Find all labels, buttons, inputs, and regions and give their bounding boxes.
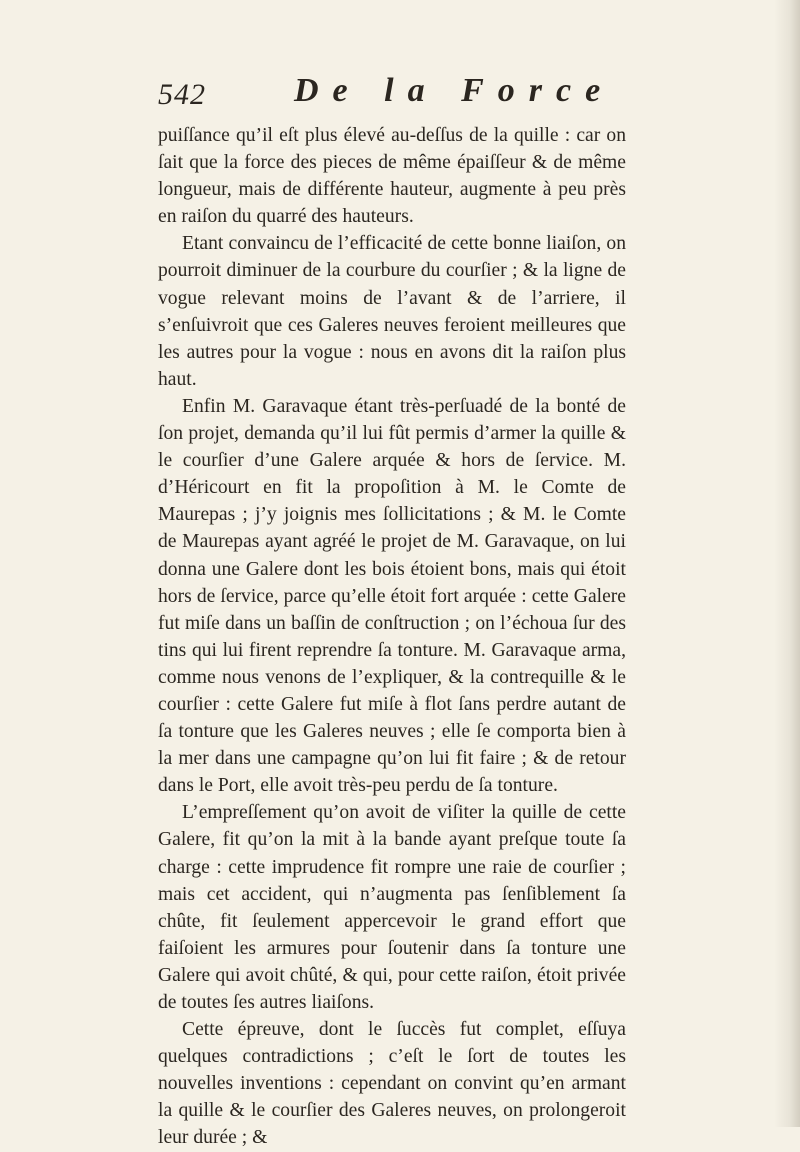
body-text [158, 122, 626, 1152]
paragraph: Enfin M. Garavaque étant très-perſuadé de la bonté de ſon projet, demanda qu’il lui fût permis d’armer la quille & le courſier d’une Galere arquée & hors de ſervice. M. d’Héricourt en fit la propoſition à M. le Comte de Maurepas ; j’y joignis mes ſollicitations ; & M. le Comte de Maurepas ayant agréé le projet de M. Garavaque, on lui donna une Galere dont les bois étoient bons, mais qui étoit hors de ſervice, parce qu’elle étoit fort arquée : cette Galere fut miſe dans un baſſin de conſtruction ; on l’échoua ſur des tins qui lui firent reprendre ſa tonture. M. Garavaque arma, comme nous venons de l’expliquer, & la contrequille & le courſier : cette Galere fut miſe à flot ſans perdre autant de ſa tonture que les Galeres neuves ; elle ſe comporta bien à la mer dans une campagne qu’on lui fit faire ; & de retour dans le Port, elle avoit très-peu perdu de ſa tonture. [158, 395, 626, 797]
paragraph: Etant convaincu de l’efficacité de cette bonne liaiſon, on pourroit diminuer de la courbure du courſier ; & la ligne de vogue relevant moins de l’avant & de l’arriere, il s’enſuivroit que ces Galeres neuves feroient meilleures que les autres pour la vogue : nous en avons dit la raiſon plus haut. [158, 233, 626, 390]
paragraph-continued: puiſſance qu’il eſt plus élevé au-deſſus de la quille : car on ſait que la force des pieces de même épaiſſeur & de même longueur, mais de différente hauteur, augmente à peu près en raiſon du quarré des hauteurs. [158, 125, 626, 228]
paragraph: Cette épreuve, dont le ſuccès fut complet, eſſuya quelques contradictions ; c’eſt le ſort de toutes les nouvelles inventions : cependant on convint qu’en armant la quille & le courſier des Galeres neuves, on prolongeroit leur durée ; & [158, 1019, 626, 1149]
page-edge-shadow [774, 0, 800, 1127]
running-header [158, 72, 638, 118]
running-title: De la Force [294, 72, 615, 109]
page-number: 542 [158, 78, 206, 111]
paragraph: L’empreſſement qu’on avoit de viſiter la quille de cette Galere, fit qu’on la mit à la bande ayant preſque toute ſa charge : cette imprudence fit rompre une raie de courſier ; mais cet accident, qui n’augmenta pas ſenſiblement ſa chûte, fit ſeulement appercevoir le grand effort que faiſoient les armures pour ſoutenir dans ſa tonture une Galere qui avoit chûté, & qui, pour cette raiſon, étoit privée de toutes ſes autres liaiſons. [158, 802, 626, 1013]
